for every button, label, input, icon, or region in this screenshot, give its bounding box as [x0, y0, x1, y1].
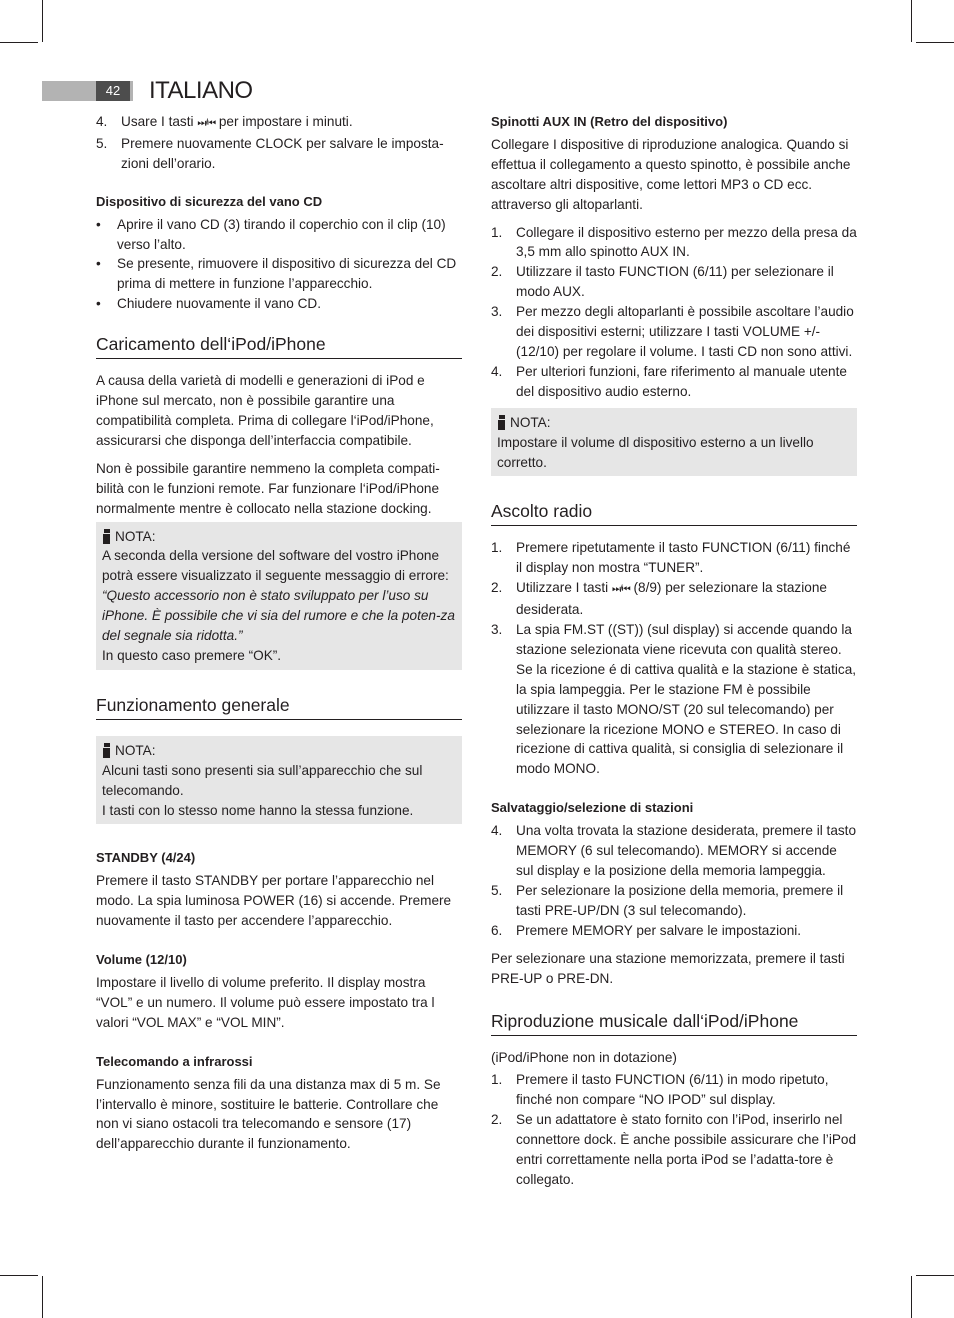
paragraph: Impostare il livello di volume preferito. Il display mostra “VOL” e un numero. Il volume può essere impostato tra l valori “VOL MAX” e “VOL MIN”.	[96, 975, 435, 1030]
clock-steps-list	[96, 112, 462, 174]
paragraph: Premere il tasto STANDBY per portare l’apparecchio nel modo. La spia luminosa POWER (16) si accende. Premere nuovamente il tasto per accendere l’apparecchio.	[96, 873, 452, 929]
cd-lock-list	[96, 215, 462, 315]
list-item: • Chiudere nuovamente il vano CD.	[96, 296, 322, 312]
skip-icon: ⏭/⏮	[197, 118, 216, 129]
info-icon	[102, 529, 111, 544]
crop-mark	[911, 0, 912, 42]
skip-icon: ⏭/⏮	[611, 584, 630, 596]
note-box: NOTA: Alcuni tasti sono presenti sia sull’apparecchio che sul telecomando. I tasti con lo stesso nome hanno la stessa funzione.	[96, 736, 462, 825]
crop-mark	[916, 1275, 954, 1276]
list-item: • Aprire il vano CD (3) tirando il coperchio con il clip (10) verso l’alto.	[96, 216, 446, 252]
list-item: 4. Usare I tasti ⏭/⏮ per impostare i minuti.	[96, 112, 462, 134]
aux-heading: Spinotti AUX IN (Retro del dispositivo)	[491, 114, 728, 129]
ipod-music-steps-list	[491, 1070, 857, 1189]
crop-mark	[911, 1276, 912, 1318]
standby-heading: STANDBY (4/24)	[96, 850, 196, 866]
left-column	[96, 112, 462, 1162]
memory-steps-list	[491, 821, 857, 940]
section-heading-radio: Ascolto radio	[491, 500, 857, 526]
paragraph: Collegare I dispositive di riproduzione analogica. Quando si effettua il collegamento a questo spinotto, è possibile anche ascoltare altri dispositive, come lettori MP3 o CD ecc. attraverso gli altoparlanti.	[491, 136, 851, 212]
info-icon	[497, 415, 506, 430]
list-item: 4. Una volta trovata la stazione desiderata, premere il tasto MEMORY (6 sul telecomando). MEMORY si accende sul display e la posizione della memoria lampeggia.	[491, 823, 857, 878]
radio-steps-list	[491, 538, 857, 779]
list-item: 2. Utilizzare il tasto FUNCTION (6/11) per selezionare il modo AUX.	[491, 264, 834, 300]
paragraph: Funzionamento senza fili da una distanza max di 5 m. Se l’intervallo è minore, sostituire le batterie. Controllare che non vi siano ostacoli tra telecomando e sensore (17) dell’apparecchio durante il funzionamento.	[96, 1076, 441, 1152]
crop-mark	[42, 1276, 43, 1318]
paragraph: A causa della varietà di modelli e generazioni di iPod e iPhone sul mercato, non è possibile garantire una compatibilità completa. Prima di collegare l‘iPod/iPhone, assicurarsi che disponga dell’interfaccia compatibile.	[96, 373, 434, 448]
paragraph: Per selezionare una stazione memorizzata, premere il tasti PRE-UP o PRE-DN.	[491, 950, 845, 986]
memory-heading: Salvataggio/selezione di stazioni	[491, 800, 694, 816]
list-item: 1. Premere il tasto FUNCTION (6/11) in modo ripetuto, finché non compare “NO IPOD” sul display.	[491, 1072, 829, 1108]
list-item: 2. Utilizzare I tasti ⏭/⏮ (8/9) per selezionare la stazione desiderata.	[491, 580, 827, 618]
list-item: 5. Per selezionare la posizione della memoria, premere il tasti PRE-UP/DN (3 sul telecomando).	[491, 882, 844, 918]
list-item: 3. La spia FM.ST ((ST)) (sul display) si accende quando la stazione selezionata viene ricevuta con qualità stereo. Se la ricezione é di cattiva qualità e la stazione è statica, la spia lampeggia. Per le stazione FM è possibile utilizzare il tasto MONO/ST (20 sul telecomando) per selezionare la ricezione MONO e STEREO. In caso di ricezione di cattiva qualità, si consiglia di selezionare il modo MONO.	[491, 622, 857, 777]
crop-mark	[916, 42, 954, 43]
list-item: 5. Premere nuovamente CLOCK per salvare le imposta-zioni dell’orario.	[96, 135, 444, 171]
note-box: NOTA: Impostare il volume dl dispositivo esterno a un livello corretto.	[491, 408, 857, 477]
crop-mark	[0, 1275, 38, 1276]
section-heading-general: Funzionamento generale	[96, 694, 462, 720]
page-number: 42	[96, 81, 130, 101]
right-column	[491, 112, 857, 1190]
paragraph: Non è possibile garantire nemmeno la completa compati-bilità con le funzioni remote. Far funzionare l‘iPod/iPhone normalmente mentre è collocato nella stazione docking.	[96, 460, 440, 516]
crop-mark	[42, 0, 43, 42]
section-heading-ipod-loading: Caricamento dell‘iPod/iPhone	[96, 333, 462, 359]
list-item: 1. Premere ripetutamente il tasto FUNCTION (6/11) finché il display non mostra “TUNER”.	[491, 540, 851, 576]
list-item: • Se presente, rimuovere il dispositivo di sicurezza del CD prima di mettere in funzione l’apparecchio.	[96, 256, 457, 292]
remote-heading: Telecomando a infrarossi	[96, 1053, 253, 1069]
list-item: 4. Per ulteriori funzioni, fare riferimento al manuale utente del dispositivo audio esterno.	[491, 363, 847, 399]
aux-steps-list	[491, 223, 857, 402]
list-item: 1. Collegare il dispositivo esterno per mezzo della presa da 3,5 mm allo spinotto AUX IN.	[491, 224, 857, 260]
cd-lock-heading: Dispositivo di sicurezza del vano CD	[96, 193, 323, 209]
volume-heading: Volume (12/10)	[96, 952, 187, 968]
page-title: ITALIANO	[149, 77, 253, 104]
section-heading-ipod-music: Riproduzione musicale dall‘iPod/iPhone	[491, 1010, 857, 1036]
paragraph: (iPod/iPhone non in dotazione)	[491, 1050, 677, 1066]
note-box: NOTA: A seconda della versione del software del vostro iPhone potrà essere visualizzato il seguente messaggio di errore: “Questo accessorio non è stato sviluppato per l’uso su iPhone. È possibile che vi sia del rumore e che la poten-za del segnale sia ridotta.” In questo caso premere “OK”.	[96, 522, 462, 670]
crop-mark	[0, 42, 38, 43]
list-item: 3. Per mezzo degli altoparlanti è possibile ascoltare l’audio dei dispositivi esterni; utilizzare I tasti VOLUME +/- (12/10) per regolare il volume. I tasti CD non sono attivi.	[491, 304, 854, 359]
list-item: 6. Premere MEMORY per salvare le impostazioni.	[491, 922, 802, 938]
info-icon	[102, 743, 111, 758]
list-item: 2. Se un adattatore è stato fornito con l’iPod, inserirlo nel connettore dock. È anche possibile assicurare che l’iPod entri correttamente nella porta iPod se l’adatta-tore è collegato.	[491, 1112, 857, 1187]
